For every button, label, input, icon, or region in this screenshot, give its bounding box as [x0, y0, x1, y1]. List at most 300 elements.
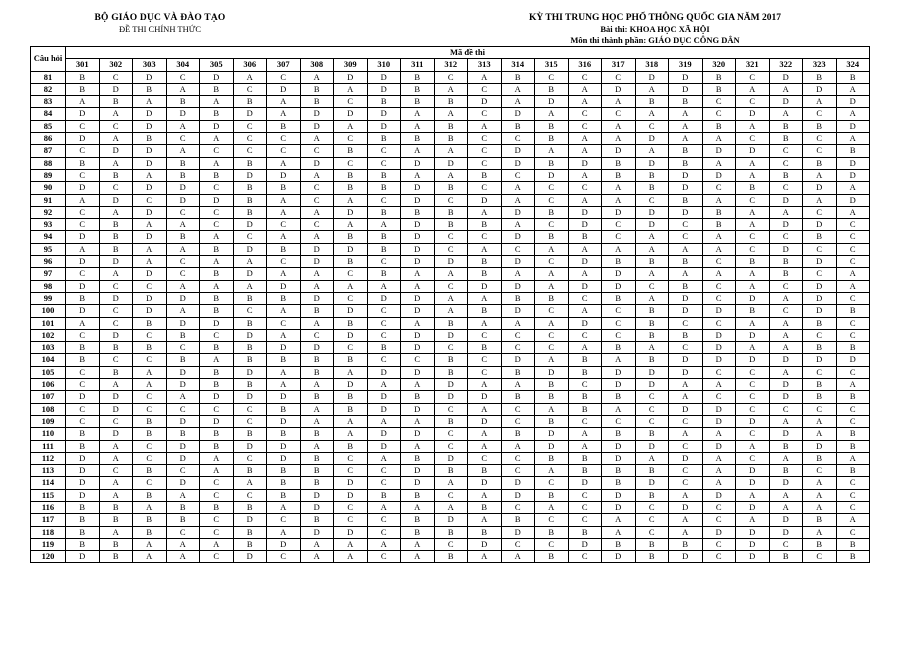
answer-cell: C [434, 342, 468, 354]
answer-cell: B [233, 96, 267, 108]
answer-cell: C [635, 280, 669, 292]
answer-cell: D [367, 292, 401, 304]
answer-cell: A [300, 538, 334, 550]
answer-cell: C [468, 452, 502, 464]
answer-cell: D [367, 366, 401, 378]
answer-cell: B [367, 169, 401, 181]
question-number: 98 [31, 280, 66, 292]
answer-cell: A [568, 169, 602, 181]
question-number: 108 [31, 403, 66, 415]
answer-cell: B [133, 133, 167, 145]
answer-cell: A [401, 538, 435, 550]
answer-cell: B [401, 452, 435, 464]
answer-cell: C [367, 477, 401, 489]
answer-cell: B [669, 157, 703, 169]
answer-cell: B [233, 379, 267, 391]
answer-cell: A [200, 465, 234, 477]
header-right [420, 13, 890, 45]
answer-cell: B [334, 403, 368, 415]
answer-cell: D [769, 96, 803, 108]
answer-cell: B [501, 391, 535, 403]
answer-cell: A [803, 526, 837, 538]
answer-cell: C [200, 489, 234, 501]
answer-cell: C [334, 157, 368, 169]
answer-cell: B [367, 182, 401, 194]
answer-cell: B [233, 206, 267, 218]
answer-cell: C [66, 329, 100, 341]
answer-cell: B [836, 440, 870, 452]
answer-cell: C [300, 329, 334, 341]
answer-cell: D [334, 489, 368, 501]
answer-cell: D [702, 354, 736, 366]
answer-cell: D [602, 83, 636, 95]
answer-cell: B [803, 452, 837, 464]
answer-cell: D [166, 194, 200, 206]
answer-cell: A [200, 231, 234, 243]
answer-cell: C [367, 145, 401, 157]
answer-cell: B [803, 317, 837, 329]
answer-cell: C [702, 108, 736, 120]
answer-cell: C [66, 169, 100, 181]
answer-cell: C [602, 317, 636, 329]
answer-cell: B [836, 145, 870, 157]
answer-cell: B [99, 243, 133, 255]
answer-cell: B [769, 551, 803, 563]
answer-cell: A [535, 501, 569, 513]
answer-cell: B [66, 428, 100, 440]
answer-cell: D [434, 391, 468, 403]
answer-cell: C [836, 243, 870, 255]
answer-cell: A [300, 71, 334, 83]
answer-cell: D [401, 477, 435, 489]
answer-cell: C [803, 133, 837, 145]
answer-cell: B [702, 120, 736, 132]
answer-cell: A [803, 477, 837, 489]
answer-cell: B [200, 342, 234, 354]
answer-cell: B [233, 526, 267, 538]
answer-cell: D [233, 169, 267, 181]
answer-cell: A [501, 551, 535, 563]
answer-cell: D [468, 96, 502, 108]
answer-cell: B [66, 354, 100, 366]
answer-cell: C [669, 477, 703, 489]
answer-cell: B [602, 256, 636, 268]
answer-cell: C [836, 526, 870, 538]
answer-cell: C [233, 133, 267, 145]
table-row [31, 305, 870, 317]
answer-cell: A [468, 71, 502, 83]
answer-cell: B [434, 465, 468, 477]
answer-cell: A [803, 489, 837, 501]
answer-cell: B [200, 243, 234, 255]
answer-cell: B [803, 342, 837, 354]
answer-cell: B [267, 428, 301, 440]
answer-cell: B [166, 354, 200, 366]
answer-cell: C [166, 206, 200, 218]
answer-cell: D [267, 452, 301, 464]
question-number: 88 [31, 157, 66, 169]
answer-cell: A [769, 292, 803, 304]
answer-cell: B [300, 354, 334, 366]
answer-cell: C [66, 415, 100, 427]
answer-cell: A [401, 120, 435, 132]
answer-cell: D [401, 428, 435, 440]
answer-cell: B [367, 243, 401, 255]
answer-cell: B [836, 428, 870, 440]
answer-cell: A [669, 379, 703, 391]
answer-cell: C [200, 526, 234, 538]
answer-cell: A [334, 551, 368, 563]
answer-cell: D [769, 243, 803, 255]
answer-cell: A [401, 145, 435, 157]
answer-cell: A [702, 477, 736, 489]
answer-cell: C [501, 465, 535, 477]
table-row [31, 551, 870, 563]
answer-cell: B [133, 489, 167, 501]
answer-cell: D [334, 243, 368, 255]
answer-cell: A [602, 133, 636, 145]
table-row [31, 96, 870, 108]
answer-cell: C [736, 243, 770, 255]
answer-cell: D [300, 501, 334, 513]
question-number: 116 [31, 501, 66, 513]
table-row [31, 219, 870, 231]
answer-cell: A [468, 514, 502, 526]
answer-cell: D [501, 231, 535, 243]
answer-cell: D [736, 538, 770, 550]
answer-cell: B [66, 157, 100, 169]
answer-cell: C [736, 403, 770, 415]
answer-cell: C [669, 465, 703, 477]
exam-codes-row [31, 59, 870, 71]
question-number: 110 [31, 428, 66, 440]
answer-cell: C [702, 280, 736, 292]
answer-cell: D [803, 305, 837, 317]
answer-cell: D [334, 329, 368, 341]
answer-cell: A [300, 415, 334, 427]
answer-cell: A [836, 83, 870, 95]
answer-cell: B [702, 206, 736, 218]
answer-cell: D [602, 452, 636, 464]
answer-cell: D [66, 108, 100, 120]
answer-cell: B [66, 526, 100, 538]
answer-cell: C [367, 465, 401, 477]
answer-cell: C [367, 256, 401, 268]
answer-cell: B [300, 452, 334, 464]
answer-cell: C [769, 305, 803, 317]
answer-cell: A [267, 501, 301, 513]
answer-cell: D [736, 501, 770, 513]
answer-cell: D [769, 391, 803, 403]
answer-cell: A [401, 268, 435, 280]
answer-cell: D [267, 83, 301, 95]
answer-cell: C [602, 108, 636, 120]
answer-cell: B [568, 526, 602, 538]
answer-cell: D [401, 342, 435, 354]
answer-cell: B [334, 145, 368, 157]
answer-cell: A [300, 551, 334, 563]
answer-cell: B [669, 280, 703, 292]
answer-cell: D [99, 428, 133, 440]
answer-cell: C [568, 108, 602, 120]
answer-cell: D [334, 379, 368, 391]
answer-cell: B [401, 133, 435, 145]
answer-cell: C [501, 538, 535, 550]
answer-cell: B [836, 551, 870, 563]
answer-cell: B [200, 428, 234, 440]
answer-cell: A [836, 280, 870, 292]
answer-cell: C [468, 133, 502, 145]
answer-cell: B [267, 182, 301, 194]
answer-cell: D [501, 526, 535, 538]
answer-cell: D [66, 477, 100, 489]
answer-cell: D [401, 256, 435, 268]
answer-cell: B [501, 120, 535, 132]
answer-cell: A [267, 108, 301, 120]
answer-cell: D [133, 268, 167, 280]
table-row [31, 83, 870, 95]
answer-cell: B [602, 342, 636, 354]
answer-cell: A [334, 428, 368, 440]
answer-cell: C [468, 231, 502, 243]
answer-cell: D [434, 379, 468, 391]
answer-cell: D [166, 440, 200, 452]
exam-code-cell: 301 [66, 59, 100, 71]
answer-cell: B [200, 169, 234, 181]
exam-code-cell: 302 [99, 59, 133, 71]
answer-cell: C [803, 329, 837, 341]
ministry-name: BỘ GIÁO DỤC VÀ ĐÀO TẠO [94, 13, 226, 23]
answer-cell: B [267, 354, 301, 366]
answer-cell: B [501, 366, 535, 378]
answer-cell: D [736, 465, 770, 477]
answer-cell: A [133, 256, 167, 268]
answer-cell: D [602, 489, 636, 501]
answer-cell: B [367, 489, 401, 501]
answer-cell: C [133, 440, 167, 452]
answer-cell: B [267, 292, 301, 304]
answer-cell: A [267, 305, 301, 317]
answer-cell: B [166, 169, 200, 181]
answer-cell: D [836, 354, 870, 366]
answer-cell: B [635, 465, 669, 477]
answer-cell: B [99, 501, 133, 513]
answer-cell: C [501, 329, 535, 341]
answer-cell: B [635, 182, 669, 194]
answer-cell: A [401, 280, 435, 292]
question-number: 99 [31, 292, 66, 304]
answer-cell: C [133, 391, 167, 403]
table-row [31, 526, 870, 538]
answer-cell: C [166, 342, 200, 354]
answer-cell: D [635, 133, 669, 145]
answer-cell: D [736, 145, 770, 157]
answer-cell: A [803, 428, 837, 440]
answer-cell: D [602, 551, 636, 563]
table-row [31, 440, 870, 452]
answer-cell: A [300, 206, 334, 218]
answer-cell: B [736, 256, 770, 268]
answer-cell: B [334, 354, 368, 366]
question-number: 92 [31, 206, 66, 218]
answer-cell: A [267, 366, 301, 378]
answer-cell: D [468, 415, 502, 427]
answer-cell: B [200, 366, 234, 378]
question-number: 89 [31, 169, 66, 181]
answer-cell: C [334, 465, 368, 477]
answer-cell: A [836, 182, 870, 194]
answer-cell: B [468, 342, 502, 354]
question-number: 83 [31, 96, 66, 108]
answer-cell: D [401, 243, 435, 255]
answer-cell: A [468, 403, 502, 415]
answer-cell: D [334, 108, 368, 120]
answer-cell: D [635, 206, 669, 218]
answer-cell: B [769, 133, 803, 145]
answer-cell: B [66, 83, 100, 95]
answer-cell: D [769, 71, 803, 83]
exam-subject: Bài thi: KHOA HỌC XÃ HỘI [600, 24, 710, 34]
answer-cell: B [66, 538, 100, 550]
answer-cell: B [736, 182, 770, 194]
answer-cell: A [836, 133, 870, 145]
answer-cell: A [702, 379, 736, 391]
answer-cell: D [602, 501, 636, 513]
answer-cell: D [401, 194, 435, 206]
answer-cell: C [233, 415, 267, 427]
answer-cell: A [401, 440, 435, 452]
answer-cell: B [434, 317, 468, 329]
answer-cell: D [200, 317, 234, 329]
answer-cell: B [334, 169, 368, 181]
answer-cell: B [166, 329, 200, 341]
answer-cell: A [769, 342, 803, 354]
answer-cell: D [166, 379, 200, 391]
answer-cell: B [535, 231, 569, 243]
answer-cell: D [133, 292, 167, 304]
table-row [31, 194, 870, 206]
answer-cell: D [233, 268, 267, 280]
answer-cell: C [769, 538, 803, 550]
exam-code-header: Mã đề thi [66, 47, 870, 59]
answer-cell: B [836, 342, 870, 354]
answer-cell: D [334, 526, 368, 538]
answer-cell: C [267, 145, 301, 157]
answer-cell: A [736, 157, 770, 169]
answer-cell: A [769, 489, 803, 501]
answer-cell: B [66, 292, 100, 304]
answer-cell: A [300, 169, 334, 181]
answer-cell: A [501, 182, 535, 194]
answer-cell: C [300, 145, 334, 157]
answer-cell: A [635, 108, 669, 120]
answer-cell: C [468, 354, 502, 366]
answer-cell: B [300, 514, 334, 526]
answer-cell: A [736, 280, 770, 292]
answer-cell: D [267, 280, 301, 292]
answer-cell: C [233, 489, 267, 501]
answer-cell: D [233, 440, 267, 452]
answer-cell: D [233, 514, 267, 526]
answer-cell: C [702, 182, 736, 194]
table-row [31, 120, 870, 132]
answer-cell: C [769, 403, 803, 415]
answer-cell: D [133, 108, 167, 120]
answer-cell: D [233, 329, 267, 341]
answer-cell: D [468, 280, 502, 292]
answer-cell: C [568, 501, 602, 513]
answer-cell: A [702, 133, 736, 145]
answer-cell: C [267, 71, 301, 83]
answer-cell: C [233, 305, 267, 317]
answer-cell: B [535, 83, 569, 95]
answer-cell: C [803, 268, 837, 280]
table-row [31, 329, 870, 341]
table-header-row [31, 47, 870, 59]
table-row [31, 243, 870, 255]
answer-cell: B [702, 83, 736, 95]
answer-cell: D [434, 256, 468, 268]
answer-cell: C [501, 501, 535, 513]
table-row [31, 157, 870, 169]
answer-cell: B [401, 514, 435, 526]
answer-cell: D [133, 206, 167, 218]
answer-cell: A [334, 280, 368, 292]
answer-cell: B [669, 538, 703, 550]
answer-cell: A [468, 489, 502, 501]
answer-cell: A [769, 366, 803, 378]
answer-cell: A [300, 133, 334, 145]
answer-cell: C [99, 465, 133, 477]
answer-cell: C [468, 329, 502, 341]
answer-cell: C [66, 403, 100, 415]
answer-cell: C [803, 206, 837, 218]
table-row [31, 145, 870, 157]
answer-cell: D [669, 206, 703, 218]
answer-cell: D [99, 145, 133, 157]
answer-cell: C [836, 256, 870, 268]
answer-cell: B [669, 194, 703, 206]
answer-cell: B [133, 526, 167, 538]
answer-cell: D [133, 157, 167, 169]
answer-cell: B [300, 83, 334, 95]
answer-cell: C [803, 243, 837, 255]
answer-cell: A [267, 526, 301, 538]
answer-cell: D [602, 268, 636, 280]
answer-cell: B [434, 354, 468, 366]
answer-cell: C [434, 71, 468, 83]
answer-cell: D [669, 452, 703, 464]
answer-cell: B [367, 342, 401, 354]
answer-cell: B [468, 501, 502, 513]
table-row [31, 256, 870, 268]
answer-cell: B [769, 268, 803, 280]
answer-cell: B [501, 71, 535, 83]
answer-cell: B [635, 538, 669, 550]
exam-code-cell: 306 [233, 59, 267, 71]
answer-cell: B [635, 489, 669, 501]
answer-cell: B [602, 477, 636, 489]
answer-cell: D [401, 292, 435, 304]
answer-cell: A [501, 317, 535, 329]
exam-code-cell: 314 [501, 59, 535, 71]
answer-cell: C [535, 305, 569, 317]
answer-cell: A [233, 256, 267, 268]
answer-cell: B [635, 169, 669, 181]
answer-cell: D [367, 71, 401, 83]
answer-cell: C [568, 551, 602, 563]
answer-cell: A [166, 538, 200, 550]
